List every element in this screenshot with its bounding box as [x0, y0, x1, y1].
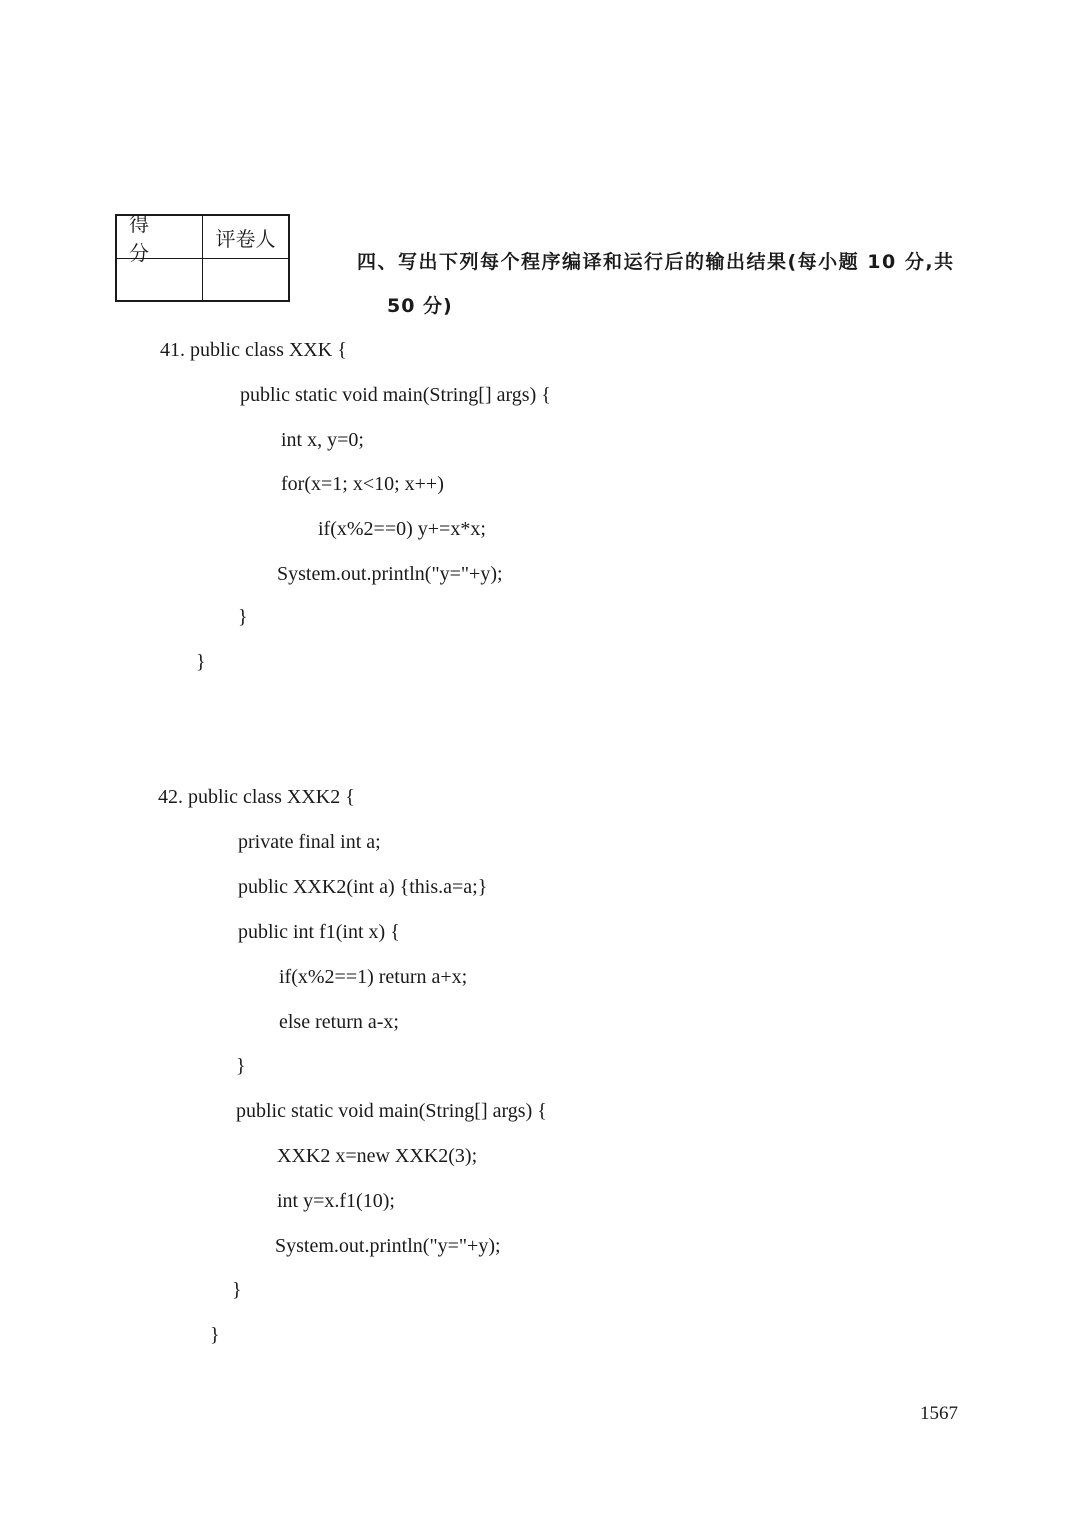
code-line: int x, y=0;: [281, 429, 364, 451]
code-line: }: [236, 1055, 246, 1077]
code-line: 41. public class XXK {: [160, 339, 347, 361]
code-line: public int f1(int x) {: [238, 921, 400, 943]
score-cell: [117, 259, 203, 300]
code-line: }: [238, 606, 248, 628]
code-line: int y=x.f1(10);: [277, 1190, 395, 1212]
code-line: }: [196, 651, 206, 673]
code-line: System.out.println("y="+y);: [277, 563, 503, 585]
score-header: 得 分: [117, 216, 203, 259]
section-title: 四、写出下列每个程序编译和运行后的输出结果(每小题 10 分,共: [357, 251, 955, 273]
section-title-continued: 50 分): [387, 295, 453, 317]
code-line: public XXK2(int a) {this.a=a;}: [238, 876, 488, 898]
code-line: XXK2 x=new XXK2(3);: [277, 1145, 478, 1167]
code-line: else return a-x;: [279, 1011, 399, 1033]
grader-header: 评卷人: [203, 216, 288, 259]
code-line: System.out.println("y="+y);: [275, 1235, 501, 1257]
code-line: 42. public class XXK2 {: [158, 786, 355, 808]
code-line: private final int a;: [238, 831, 381, 853]
grader-cell: [203, 259, 288, 300]
code-line: }: [210, 1324, 220, 1346]
code-line: public static void main(String[] args) {: [240, 384, 551, 406]
score-table: [115, 214, 290, 302]
page-number: 1567: [920, 1403, 958, 1424]
code-line: for(x=1; x<10; x++): [281, 473, 444, 495]
code-line: }: [232, 1279, 242, 1301]
code-line: if(x%2==0) y+=x*x;: [318, 518, 486, 540]
code-line: if(x%2==1) return a+x;: [279, 966, 468, 988]
code-line: public static void main(String[] args) {: [236, 1100, 547, 1122]
